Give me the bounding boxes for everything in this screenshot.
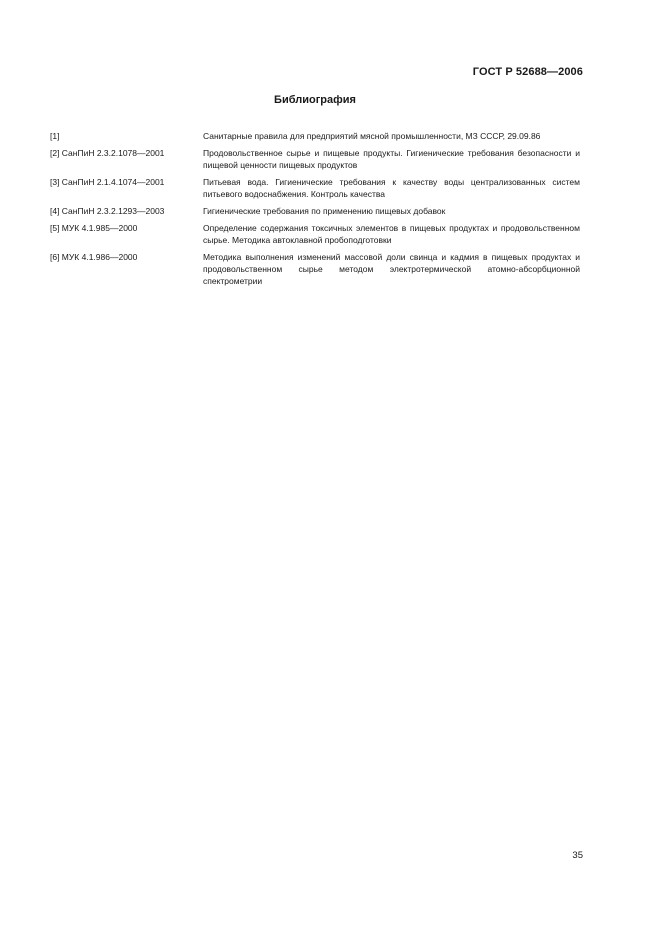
document-code-header: ГОСТ Р 52688—2006: [472, 66, 583, 78]
bibliography-entry: [50, 130, 580, 142]
bibliography-entry: [50, 205, 580, 217]
bibliography-ref: [4] СанПиН 2.3.2.1293—2003: [50, 206, 165, 216]
bibliography-entry: [50, 176, 580, 200]
bibliography-text: Санитарные правила для предприятий мясной промышленности, МЗ СССР, 29.09.86: [203, 131, 541, 141]
bibliography-text: Методика выполнения изменений массовой доли свинца и кадмия в пищевых продуктах и продовольственном сырье методом электротермической атомно-абсорбционной спектрометрии: [203, 252, 580, 286]
bibliography-entry: [50, 147, 580, 171]
bibliography-text: Продовольственное сырье и пищевые продукты. Гигиенические требования безопасности и пищевой ценности пищевых продуктов: [203, 148, 580, 170]
bibliography-text: Определение содержания токсичных элементов в пищевых продуктах и продовольственном сырье. Методика автоклавной пробоподготовки: [203, 223, 580, 245]
bibliography-ref: [1]: [50, 131, 60, 141]
bibliography-ref: [2] СанПиН 2.3.2.1078—2001: [50, 148, 165, 158]
bibliography-ref: [5] МУК 4.1.985—2000: [50, 223, 138, 233]
page-number: 35: [572, 850, 583, 861]
bibliography-text: Гигиенические требования по применению пищевых добавок: [203, 206, 446, 216]
bibliography-ref: [6] МУК 4.1.986—2000: [50, 252, 138, 262]
bibliography-text: Питьевая вода. Гигиенические требования к качеству воды централизованных систем питьевого водоснабжения. Контроль качества: [203, 177, 580, 199]
bibliography-ref: [3] СанПиН 2.1.4.1074—2001: [50, 177, 165, 187]
section-title: Библиография: [274, 94, 356, 106]
bibliography-entry: [50, 251, 580, 287]
bibliography-list: [50, 130, 580, 292]
bibliography-entry: [50, 222, 580, 246]
